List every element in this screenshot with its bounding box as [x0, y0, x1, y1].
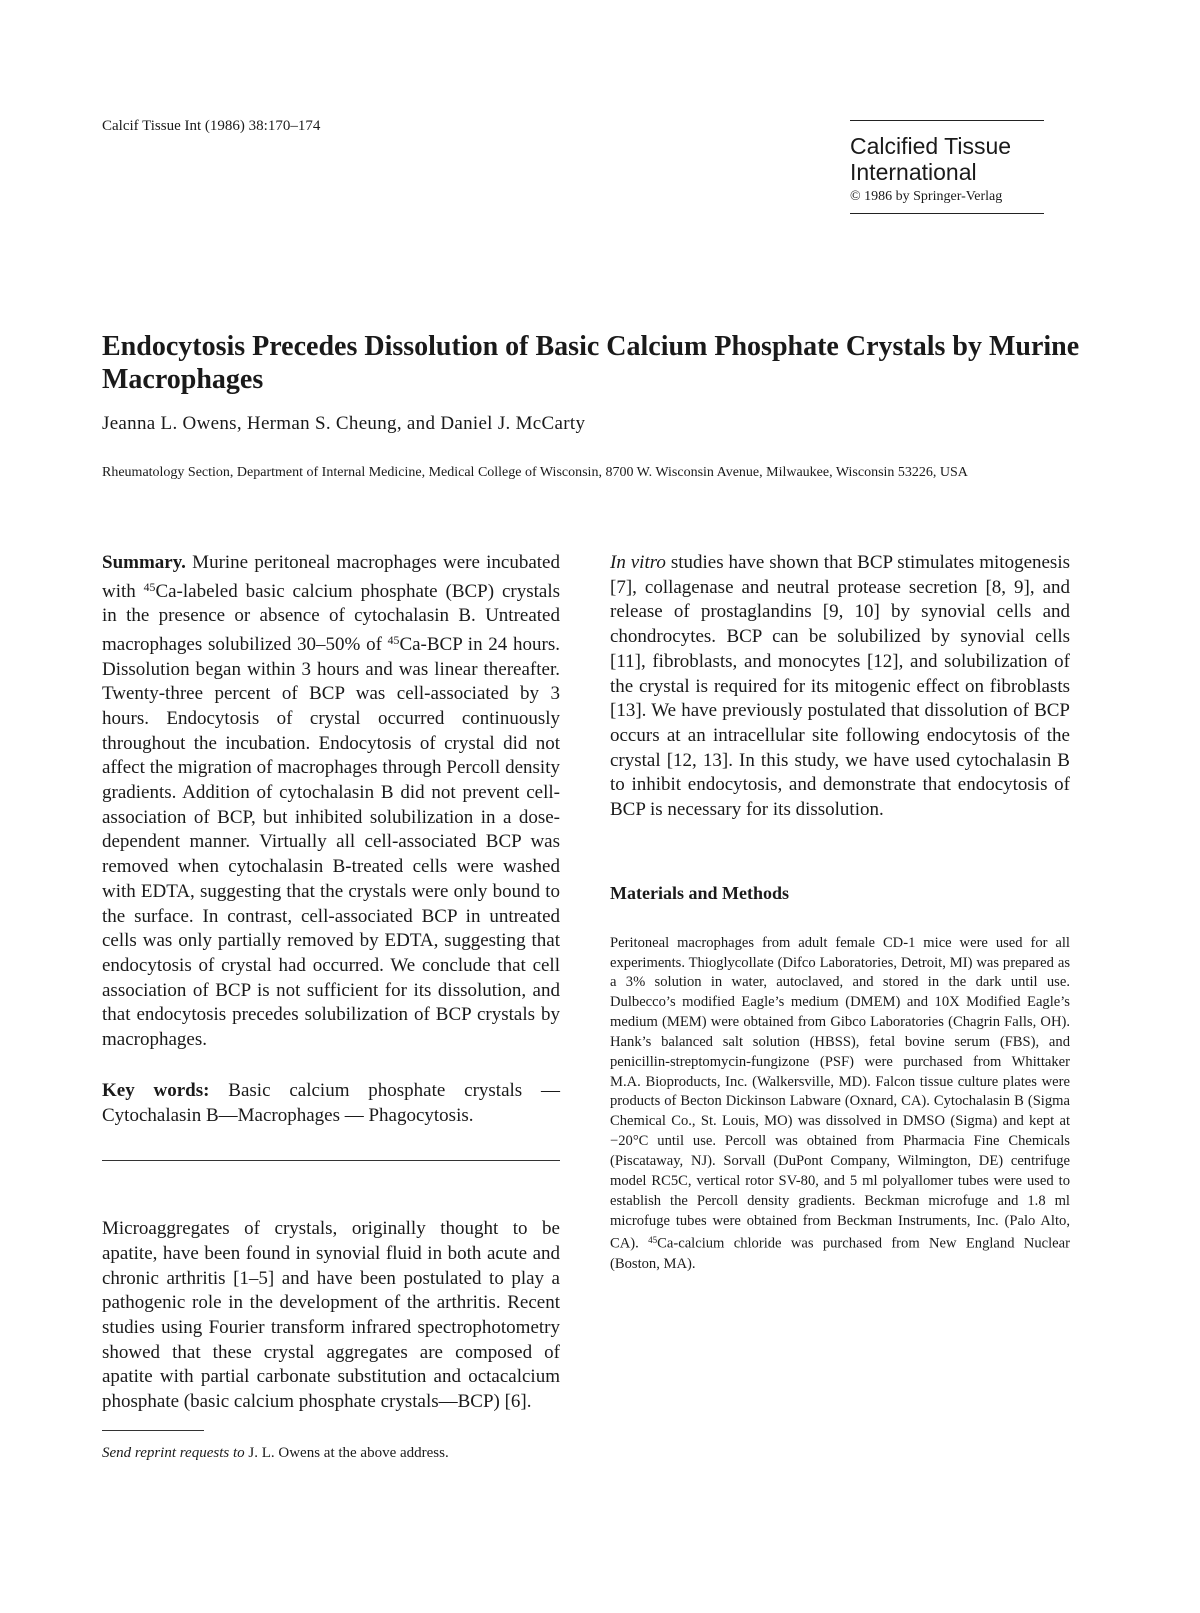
- methods-text-1: Peritoneal macrophages from adult female CD-1 mice were used for all experiments. Thioglycollate (Difco Laboratories, Detroit, MI) was prepared as a 3% solution in water, autoclaved, and stored in the dark until use. Dulbecco’s modified Eagle’s medium (DMEM) and 10X Modified Eagle’s medium (MEM) were obtained from Gibco Laboratories (Chagrin Falls, OH). Hank’s balanced salt solution (HBSS), fetal bovine serum (FBS), and penicillin-streptomycin-fungizone (PSF) were purchased from Whittaker M.A. Bioproducts, Inc. (Walkersville, MD). Falcon tissue culture plates were products of Becton Dickinson Labware (Oxnard, CA). Cytochalasin B (Sigma Chemical Co., St. Louis, MO) was dissolved in DMSO (Sigma) and kept at −20°C until use. Percoll was obtained from Pharmacia Fine Chemicals (Piscataway, NJ). Sorvall (DuPont Company, Wilmington, DE) centrifuge model RC5C, vertical rotor SV-80, and 5 ml polyallomer tubes were used to establish the Percoll density gradients. Beckman microfuge and 1.8 ml microfuge tubes were obtained from Beckman Instruments, Inc. (Palo Alto, CA).: [610, 934, 1070, 1252]
- journal-name: [850, 133, 1044, 185]
- journal-name-line1: Calcified Tissue: [850, 133, 1012, 159]
- footnote-italic: Send reprint requests to: [102, 1445, 245, 1461]
- masthead-top-rule: [850, 120, 1044, 121]
- journal-name-line2: International: [850, 159, 977, 185]
- in-vitro-italic: In vitro: [610, 552, 666, 573]
- left-column: [102, 551, 560, 1415]
- masthead-bottom-rule: [850, 213, 1044, 214]
- reprint-footnote: [102, 1445, 449, 1462]
- isotope-superscript: 45: [648, 1235, 658, 1246]
- intro-text-2: studies have shown that BCP stimulates mitogenesis [7], collagenase and neutral protease secretion [8, 9], and release of prostaglandins [9, 10] by synovial cells and chondrocytes. BCP can be solubilized by synovial cells [11], fibroblasts, and monocytes [12], and solubilization of the crystal is required for its mitogenic effect on fibroblasts [13]. We have previously postulated that dissolution of BCP occurs at an intracellular site following endocytosis of the crystal [12, 13]. In this study, we have used cytochalasin B to inhibit endocytosis, and demonstrate that endocytosis of BCP is necessary for its dissolution.: [610, 552, 1071, 821]
- intro-text-1: Microaggregates of crystals, originally thought to be apatite, have been found in synovial fluid in both acute and chronic arthritis [1–5] and have been postulated to play a pathogenic role in the development of the arthritis. Recent studies using Fourier transform infrared spectrophotometry showed that these crystal aggregates are composed of apatite with partial carbonate substitution and octacalcium phosphate (basic calcium phosphate crystals—BCP) [6].: [102, 1218, 560, 1413]
- methods-paragraph: [610, 934, 1070, 1275]
- author-affiliation: Rheumatology Section, Department of Internal Medicine, Medical College of Wisconsin, 8700 W. Wisconsin Avenue, Milwaukee, Wisconsin 53226, USA: [102, 465, 968, 480]
- journal-citation: Calcif Tissue Int (1986) 38:170–174: [102, 118, 321, 134]
- keywords-label: Key words:: [102, 1079, 210, 1101]
- journal-masthead: [850, 120, 1044, 214]
- footnote-text: J. L. Owens at the above address.: [244, 1445, 449, 1461]
- article-title: Endocytosis Precedes Dissolution of Basic Calcium Phosphate Crystals by Murine Macrophages: [102, 331, 1080, 395]
- footnote-rule: [102, 1430, 204, 1431]
- isotope-superscript: 45: [387, 633, 400, 647]
- methods-text-2: Ca-calcium chloride was purchased from New England Nuclear (Boston, MA).: [610, 1235, 1070, 1272]
- methods-heading: Materials and Methods: [610, 882, 789, 903]
- isotope-superscript: 45: [143, 580, 156, 594]
- summary-text-2: Ca-labeled basic calcium phosphate (BCP) crystals in the presence or absence of cytochalasin B. Untreated macrophages solubilized 30–50% of: [102, 580, 560, 655]
- summary-text-1: Murine peritoneal macrophages were incubated with: [102, 552, 560, 602]
- author-list: Jeanna L. Owens, Herman S. Cheung, and Daniel J. McCarty: [102, 413, 586, 434]
- right-column: [610, 551, 1070, 1289]
- copyright-notice: © 1986 by Springer-Verlag: [850, 189, 1003, 204]
- abstract-separator: [102, 1160, 560, 1161]
- summary-text-3: Ca-BCP in 24 hours. Dissolution began within 3 hours and was linear thereafter. Twenty-three percent of BCP was cell-associated by 3 hours. Endocytosis of crystal occurred continuously throughout the incubation. Endocytosis of crystal did not affect the migration of macrophages through Percoll density gradients. Addition of cytochalasin B did not prevent cell-association of BCP, but inhibited solubilization in a dose-dependent manner. Virtually all cell-associated BCP was removed when cytochalasin B-treated cells were washed with EDTA, suggesting that the crystals were only bound to the surface. In contrast, cell-associated BCP in untreated cells was only partially removed by EDTA, suggesting that endocytosis of crystal had occurred. We conclude that cell association of BCP is not sufficient for its dissolution, and that endocytosis precedes solubilization of BCP crystals by macrophages.: [102, 633, 561, 1051]
- summary-label: Summary.: [102, 552, 186, 573]
- keywords-paragraph: [102, 1079, 560, 1128]
- keywords-text: Basic calcium phosphate crystals — Cytochalasin B—Macrophages — Phagocytosis.: [102, 1079, 560, 1126]
- introduction-continued: [610, 551, 1070, 823]
- summary-paragraph: [102, 551, 560, 1053]
- introduction-paragraph: [102, 1217, 560, 1415]
